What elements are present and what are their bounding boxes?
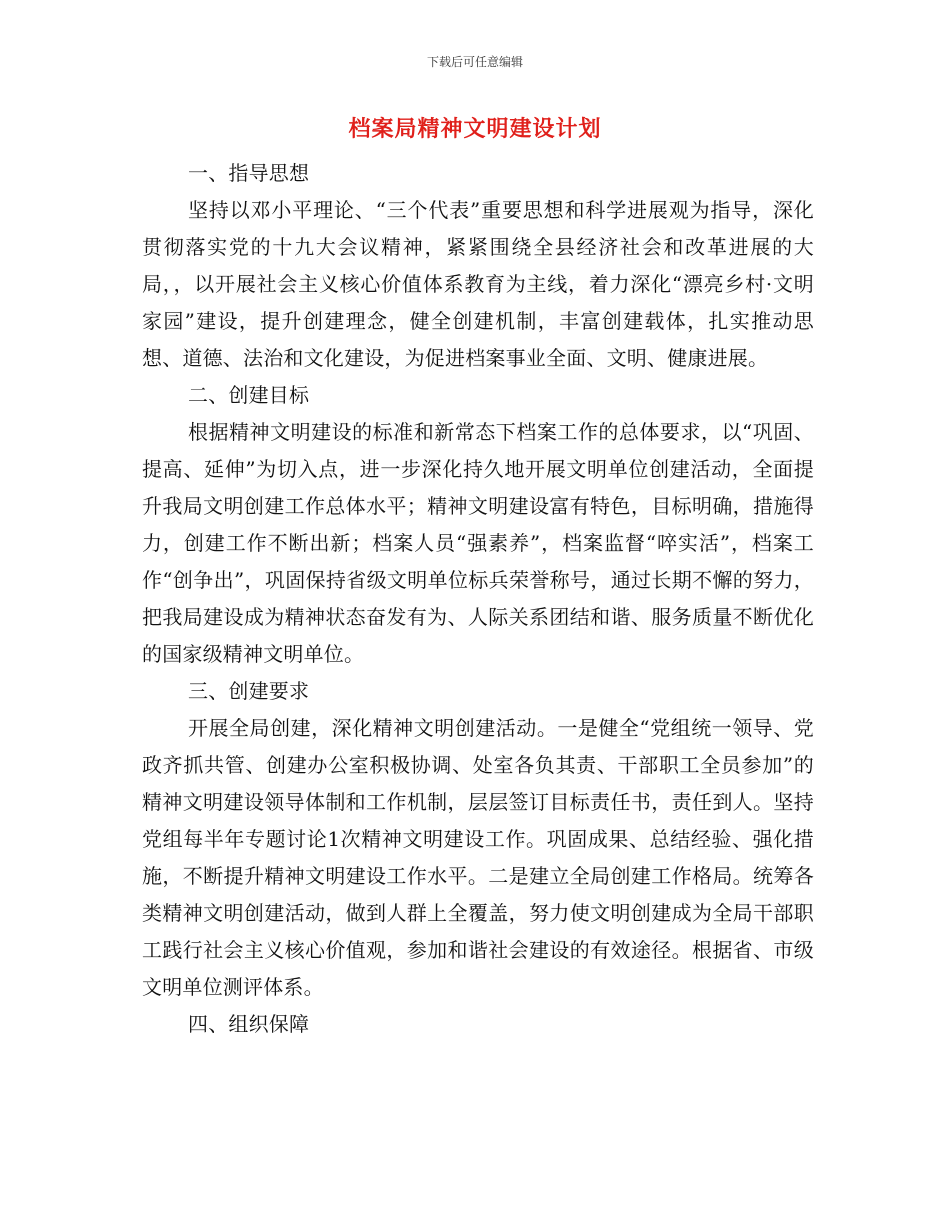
section-heading-requirements: 三、创建要求: [188, 679, 310, 703]
section-heading-organization: 四、组织保障: [188, 1012, 310, 1036]
section-paragraph-goals: 根据精神文明建设的标准和新常态下档案工作的总体要求，以“巩固、提高、延伸”为切入点，进一步深化持久地开展文明单位创建活动，全面提升我局文明创建工作总体水平；精神文明建设富有特色，目标明确，措施得力，创建工作不断出新；档案人员“强素养”，档案监督“啐实活”，档案工作“创争出”，巩固保持省级文明单位标兵荣誉称号，通过长期不懈的努力，把我局建设成为精神状态奋发有为、人际关系团结和谐、服务质量不断优化的国家级精神文明单位。: [142, 420, 814, 666]
section-heading-goals: 二、创建目标: [188, 383, 310, 407]
document-title: 档案局精神文明建设计划: [348, 116, 602, 142]
section-heading-guiding-ideology: 一、指导思想: [188, 161, 310, 185]
document-body: [142, 155, 814, 1043]
section-paragraph-guiding-ideology: 坚持以邓小平理论、“三个代表”重要思想和科学进展观为指导，深化贯彻落实党的十九大会议精神，紧紧围绕全县经济社会和改革进展的大局，，以开展社会主义核心价值体系教育为主线，着力深化“漂亮乡村·文明家园”建设，提升创建理念，健全创建机制，丰富创建载体，扎实推动思想、道德、法治和文化建设，为促进档案事业全面、文明、健康进展。: [142, 198, 814, 370]
section-paragraph-requirements: 开展全局创建，深化精神文明创建活动。一是健全“党组统一领导、党政齐抓共管、创建办公室积极协调、处室各负其责、干部职工全员参加”的精神文明建设领导体制和工作机制，层层签订目标责任书，责任到人。坚持党组每半年专题讨论1次精神文明建设工作。巩固成果、总结经验、强化措施，不断提升精神文明建设工作水平。二是建立全局创建工作格局。统筹各类精神文明创建活动，做到人群上全覆盖，努力使文明创建成为全局干部职工践行社会主义核心价值观，参加和谐社会建设的有效途径。根据省、市级文明单位测评体系。: [142, 716, 814, 999]
header-note: 下载后可任意编辑: [426, 55, 523, 69]
